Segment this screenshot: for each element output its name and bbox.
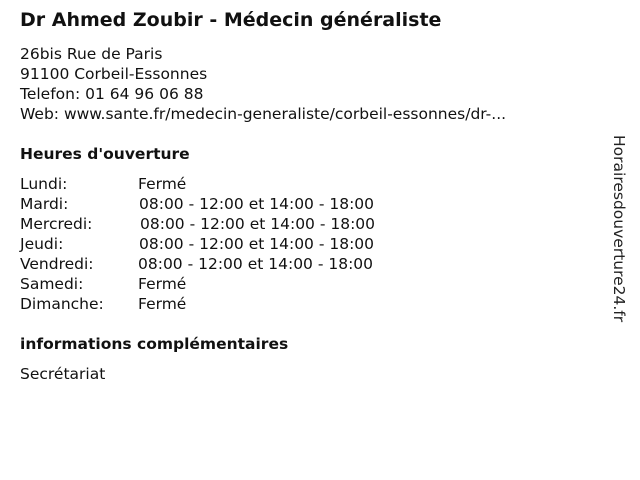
day-label: Dimanche: bbox=[20, 295, 104, 313]
phone-number: Telefon: 01 64 96 06 88 bbox=[20, 85, 204, 103]
hours-row-thursday bbox=[20, 234, 440, 254]
hours-heading: Heures d'ouverture bbox=[20, 145, 190, 163]
street-address: 26bis Rue de Paris bbox=[20, 45, 163, 63]
hours-row-wednesday bbox=[20, 214, 440, 234]
day-label: Mardi: bbox=[20, 195, 69, 213]
address-block bbox=[20, 44, 506, 124]
day-label: Lundi: bbox=[20, 175, 68, 193]
page-title: Dr Ahmed Zoubir - Médecin généraliste bbox=[20, 9, 442, 31]
hours-row-monday bbox=[20, 174, 440, 194]
hours-row-saturday bbox=[20, 274, 440, 294]
time-value: Fermé bbox=[138, 275, 187, 293]
website-link[interactable]: Web: www.sante.fr/medecin-generaliste/corbeil-essonnes/dr-... bbox=[20, 105, 507, 123]
day-label: Mercredi: bbox=[20, 215, 93, 233]
hours-row-friday bbox=[20, 254, 440, 274]
info-heading: informations complémentaires bbox=[20, 335, 289, 353]
day-label: Vendredi: bbox=[20, 255, 94, 273]
time-value: 08:00 - 12:00 et 14:00 - 18:00 bbox=[138, 255, 374, 273]
hours-row-sunday bbox=[20, 294, 440, 314]
day-label: Jeudi: bbox=[20, 235, 64, 253]
time-value: Fermé bbox=[138, 175, 187, 193]
time-value: 08:00 - 12:00 et 14:00 - 18:00 bbox=[139, 235, 375, 253]
time-value: Fermé bbox=[138, 295, 187, 313]
side-watermark-brand: Horairesdouverture24.fr bbox=[610, 135, 628, 323]
city-postal-code: 91100 Corbeil-Essonnes bbox=[20, 65, 208, 83]
time-value: 08:00 - 12:00 et 14:00 - 18:00 bbox=[140, 215, 376, 233]
time-value: 08:00 - 12:00 et 14:00 - 18:00 bbox=[139, 195, 375, 213]
opening-hours-list bbox=[20, 174, 440, 314]
day-label: Samedi: bbox=[20, 275, 84, 293]
hours-row-tuesday bbox=[20, 194, 440, 214]
info-text: Secrétariat bbox=[20, 365, 106, 383]
